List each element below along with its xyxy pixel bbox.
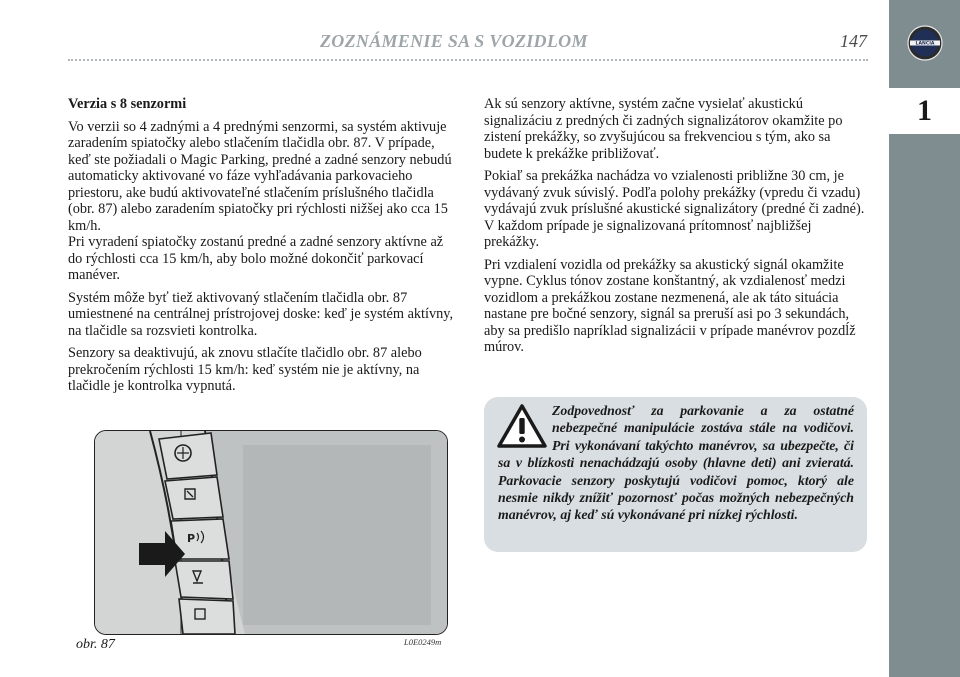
dashboard-illustration — [95, 431, 447, 634]
chapter-tab — [889, 88, 960, 134]
paragraph: Pri vzdialení vozidla od prekážky sa akustický signál okamžite vypne. Cyklus tónov zostane konštantný, ak vzdialenosť medzi vozidlom a prekážkou zostane nezmenená, ale ak táto situácia nastane pre bočné senzory, signál sa preruší asi po 3 sekundách, aby sa predišlo napríklad signalizácii v prípade manévrov pozdĺž múrov. — [484, 256, 856, 355]
page-number: 147 — [840, 31, 867, 51]
warning-box — [484, 397, 867, 552]
chapter-number: 1 — [917, 94, 932, 127]
lancia-logo — [907, 25, 943, 61]
warning-text: Zodpovednosť za parkovanie a za ostatné nebezpečné manipulácie zostáva stále na vodičovi. Pri vykonávaní takýchto manévrov, sa ubezpečte, či sa v blízkosti nenachádzajú osoby (hlavne deti) ani zvieratá. Parkovacie senzory poskytujú vodičovi pomoc, ktorý ale nesmie nikdy znížiť pozornosť počas možných nebezpečných manévrov, aj keď sú vykonávané pri nízkej rýchlosti. — [498, 403, 854, 523]
page-title: ZOZNÁMENIE SA S VOZIDLOM — [320, 31, 588, 51]
header-divider — [68, 59, 868, 61]
left-column — [68, 96, 454, 401]
figure-caption: obr. 87 — [76, 637, 115, 652]
paragraph: Senzory sa deaktivujú, ak znovu stlačíte tlačidlo obr. 87 alebo prekročením rýchlosti 15 km/h: keď systém nie je aktívny, na tlačidle je kontrolka vypnutá. — [68, 345, 422, 394]
paragraph: Pokiaľ sa prekážka nachádza vo vzialenosti približne 30 cm, je vydávaný zvuk súvislý. Podľa polohy prekážky (vpredu či vzadu) vydávajú zvuk príslušné akustické signalizátory (predné či zadné). V každom prípade je signalizovaná prítomnosť najbližšej prekážky. — [484, 168, 865, 250]
right-column — [484, 96, 868, 362]
section-heading: Verzia s 8 senzormi — [68, 96, 187, 112]
figure-87 — [94, 430, 448, 635]
paragraph: Vo verzii so 4 zadnými a 4 prednými senzormi, sa systém aktivuje zaradením spiatočky alebo stlačením tlačidla obr. 87. V prípade, keď ste požiadali o Magic Parking, predné a zadné senzory nebudú automaticky aktivované vo fáze vyhľadávania parkovacieho priestoru, ake budú aktivovateľné stlačením príslušného tlačidla (obr. 87) alebo zaradením spiatočky pri rýchlosti nižšej ako cca 15 km/h. — [68, 118, 452, 234]
figure-code: L0E0249m — [404, 637, 442, 647]
paragraph: Pri vyradení spiatočky zostanú predné a zadné senzory aktívne až do rýchlosti cca 15 km/h, aby bolo možné dokončiť parkovací manéver. — [68, 234, 444, 283]
svg-text:P: P — [187, 532, 196, 545]
paragraph: Ak sú senzory aktívne, systém začne vysielať akustickú signalizáciu z predných či zadných signalizátorov okamžite po zistení prekážky, so zvyšujúcou sa frekvenciou s tým, ako sa budete k prekážke približovať. — [484, 96, 843, 162]
logo-text: LANCIA — [915, 41, 935, 47]
paragraph: Systém môže byť tiež aktivovaný stlačením tlačidla obr. 87 umiestnené na centrálnej prístrojovej doske: keď je systém aktívny, na tlačidle sa rozsvieti kontrolka. — [68, 289, 454, 339]
